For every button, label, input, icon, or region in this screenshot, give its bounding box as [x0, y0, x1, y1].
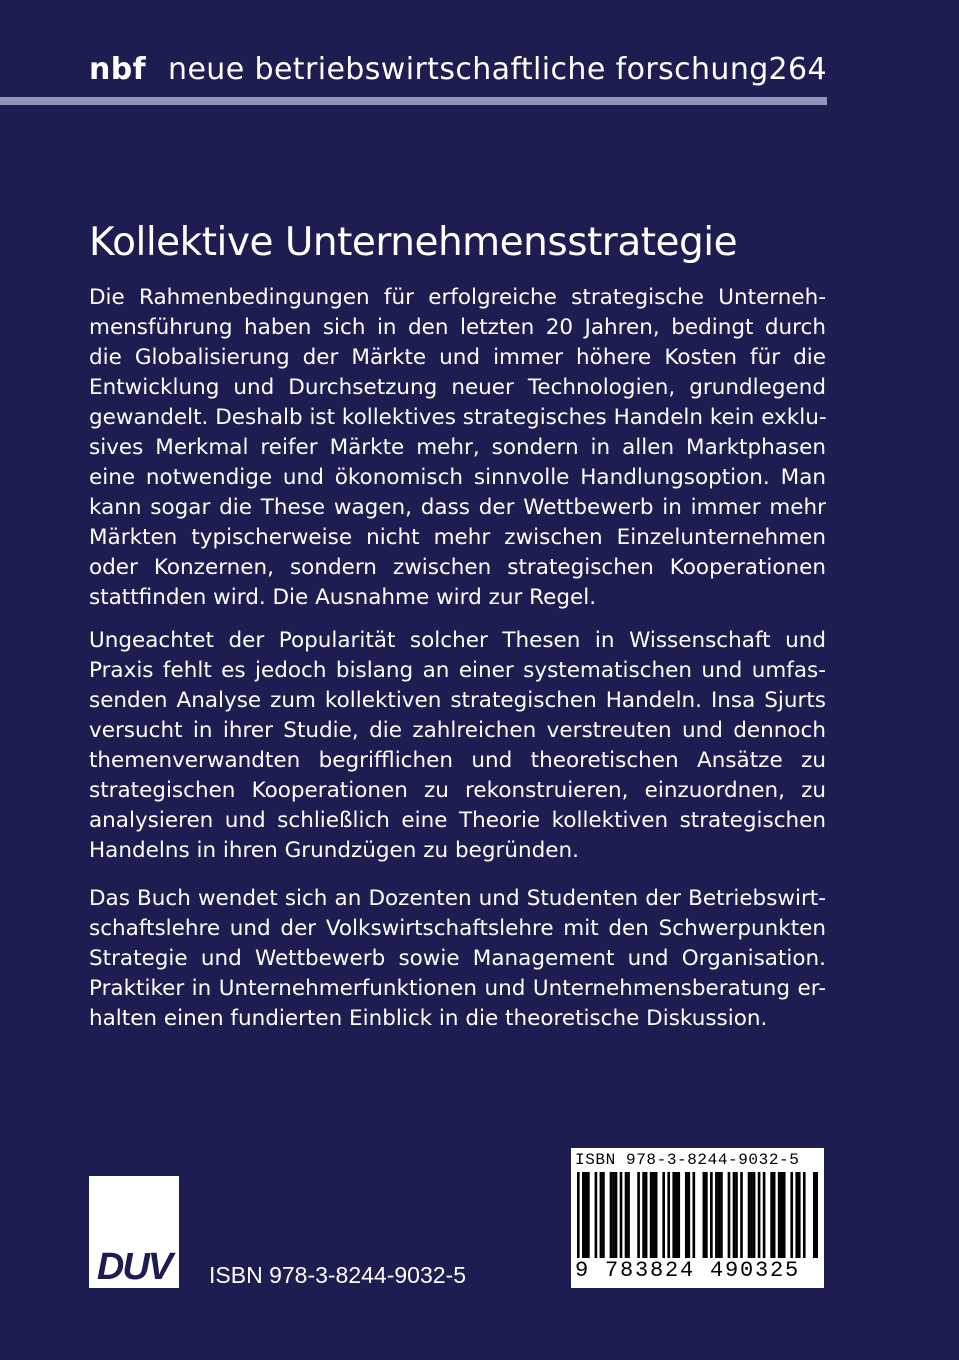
- barcode-bar: [790, 1172, 793, 1258]
- barcode-label: [571, 1148, 824, 1288]
- barcode-bar: [652, 1172, 655, 1258]
- series-name: neue betriebswirtschaftliche forschung: [168, 52, 769, 87]
- barcode-bar: [672, 1172, 675, 1258]
- paragraph-line: oder Konzernen, sondern zwischen strategischen Kooperationen: [89, 555, 826, 580]
- blurb-paragraph-3: [89, 884, 826, 1034]
- barcode-bar: [750, 1172, 753, 1258]
- paragraph-line: Entwicklung und Durchsetzung neuer Technologien, grundlegend: [89, 375, 826, 400]
- barcode-bar: [655, 1172, 658, 1258]
- barcode-bar: [642, 1172, 645, 1258]
- publisher-logo: [89, 1176, 179, 1288]
- paragraph-line: Handelns in ihren Grundzügen zu begründen.: [89, 838, 579, 863]
- barcode-bar: [763, 1172, 766, 1258]
- paragraph-line: senden Analyse zum kollektiven strategischen Handeln. Insa Sjurts: [89, 688, 826, 713]
- barcode-bar: [803, 1172, 806, 1258]
- paragraph-line: Praktiker in Unternehmerfunktionen und Unternehmensberatung er-: [89, 976, 826, 1001]
- barcode-bar: [645, 1172, 648, 1258]
- barcode-bar: [740, 1172, 743, 1258]
- barcode-bar: [687, 1172, 690, 1258]
- paragraph-line: Strategie und Wettbewerb sowie Management und Organisation.: [89, 946, 826, 971]
- paragraph-line: versucht in ihrer Studie, die zahlreichen verstreuten und dennoch: [89, 718, 826, 743]
- series-number: 264: [768, 52, 827, 87]
- barcode-bar: [778, 1172, 781, 1258]
- barcode-bar: [692, 1172, 695, 1258]
- barcode-bar: [595, 1172, 598, 1258]
- barcode-bar: [637, 1172, 640, 1258]
- paragraph-line: eine notwendige und ökonomisch sinnvolle Handlungsoption. Man: [89, 465, 826, 490]
- blurb-paragraph-1: [89, 283, 826, 613]
- barcode-bar: [758, 1172, 761, 1258]
- paragraph-line: analysieren und schließlich eine Theorie kollektiven strategischen: [89, 808, 826, 833]
- barcode-bar: [753, 1172, 756, 1258]
- paragraph-line: die Globalisierung der Märkte und immer höhere Kosten für die: [89, 345, 826, 370]
- barcode-bar: [650, 1172, 653, 1258]
- logo-text: DUV: [89, 1246, 179, 1288]
- barcode-bar: [685, 1172, 688, 1258]
- paragraph-line: Praxis fehlt es jedoch bislang an einer systematischen und umfas-: [89, 658, 826, 683]
- barcode-bar: [612, 1172, 615, 1258]
- barcode-bar: [798, 1172, 801, 1258]
- barcode-bar: [600, 1172, 603, 1258]
- paragraph-line: halten einen fundierten Einblick in die theoretische Diskussion.: [89, 1006, 768, 1031]
- paragraph-line: mensführung haben sich in den letzten 20 Jahren, bedingt durch: [89, 315, 826, 340]
- paragraph-line: Das Buch wendet sich an Dozenten und Studenten der Betriebswirt-: [89, 886, 826, 911]
- barcode-bar: [748, 1172, 751, 1258]
- barcode-bar: [615, 1172, 618, 1258]
- barcode-bar: [585, 1172, 588, 1258]
- barcode-bar: [715, 1172, 718, 1258]
- barcode-bar: [813, 1172, 816, 1258]
- series-header: [89, 52, 827, 87]
- barcode-bar: [582, 1172, 585, 1258]
- barcode-bar: [815, 1172, 818, 1258]
- paragraph-line: sives Merkmal reifer Märkte mehr, sondern in allen Marktphasen: [89, 435, 826, 460]
- barcode-bar: [718, 1172, 721, 1258]
- barcode-bar: [705, 1172, 708, 1258]
- barcode-bar: [720, 1172, 723, 1258]
- barcode-bar: [733, 1172, 736, 1258]
- barcode-bar: [662, 1172, 665, 1258]
- barcode-bar: [620, 1172, 623, 1258]
- barcode-bar: [625, 1172, 628, 1258]
- barcode-bar: [577, 1172, 580, 1258]
- barcode-bar: [728, 1172, 731, 1258]
- barcode-bar: [710, 1172, 713, 1258]
- barcode-bar: [735, 1172, 738, 1258]
- barcode-isbn: ISBN 978-3-8244-9032-5: [575, 1151, 800, 1169]
- paragraph-line: kann sogar die These wagen, dass der Wettbewerb in immer mehr: [89, 495, 826, 520]
- barcode-bar: [675, 1172, 678, 1258]
- barcode-bar: [795, 1172, 798, 1258]
- paragraph-line: themenverwandten begrifflichen und theoretischen Ansätze zu: [89, 748, 826, 773]
- barcode-bar: [703, 1172, 706, 1258]
- header-rule: [0, 97, 827, 105]
- paragraph-line: Ungeachtet der Popularität solcher Thesen in Wissenschaft und: [89, 628, 826, 653]
- barcode-bar: [667, 1172, 670, 1258]
- paragraph-line: gewandelt. Deshalb ist kollektives strategisches Handeln kein exklu-: [89, 405, 827, 430]
- paragraph-line: Märkten typischerweise nicht mehr zwischen Einzelunternehmen: [89, 525, 826, 550]
- barcode-bar: [587, 1172, 590, 1258]
- blurb-paragraph-2: [89, 626, 826, 866]
- barcode-bars: [577, 1172, 818, 1258]
- book-title: Kollektive Unternehmensstrategie: [89, 220, 738, 265]
- barcode-digits: 9 783824 490325: [575, 1258, 801, 1283]
- barcode-bar: [677, 1172, 680, 1258]
- logo-square: [89, 1176, 179, 1246]
- barcode-bar: [602, 1172, 605, 1258]
- barcode-bar: [770, 1172, 773, 1258]
- paragraph-line: stattfinden wird. Die Ausnahme wird zur Regel.: [89, 585, 597, 610]
- barcode-bar: [610, 1172, 613, 1258]
- barcode-bar: [627, 1172, 630, 1258]
- series-abbreviation: nbf: [89, 52, 147, 87]
- barcode-bar: [783, 1172, 786, 1258]
- barcode-bar: [780, 1172, 783, 1258]
- paragraph-line: strategischen Kooperationen zu rekonstruieren, einzuordnen, zu: [89, 778, 826, 803]
- barcode-bar: [773, 1172, 776, 1258]
- publisher-isbn: ISBN 978-3-8244-9032-5: [209, 1262, 466, 1288]
- paragraph-line: Die Rahmenbedingungen für erfolgreiche strategische Unterneh-: [89, 285, 826, 310]
- paragraph-line: schaftslehre und der Volkswirtschaftslehre mit den Schwerpunkten: [89, 916, 826, 941]
